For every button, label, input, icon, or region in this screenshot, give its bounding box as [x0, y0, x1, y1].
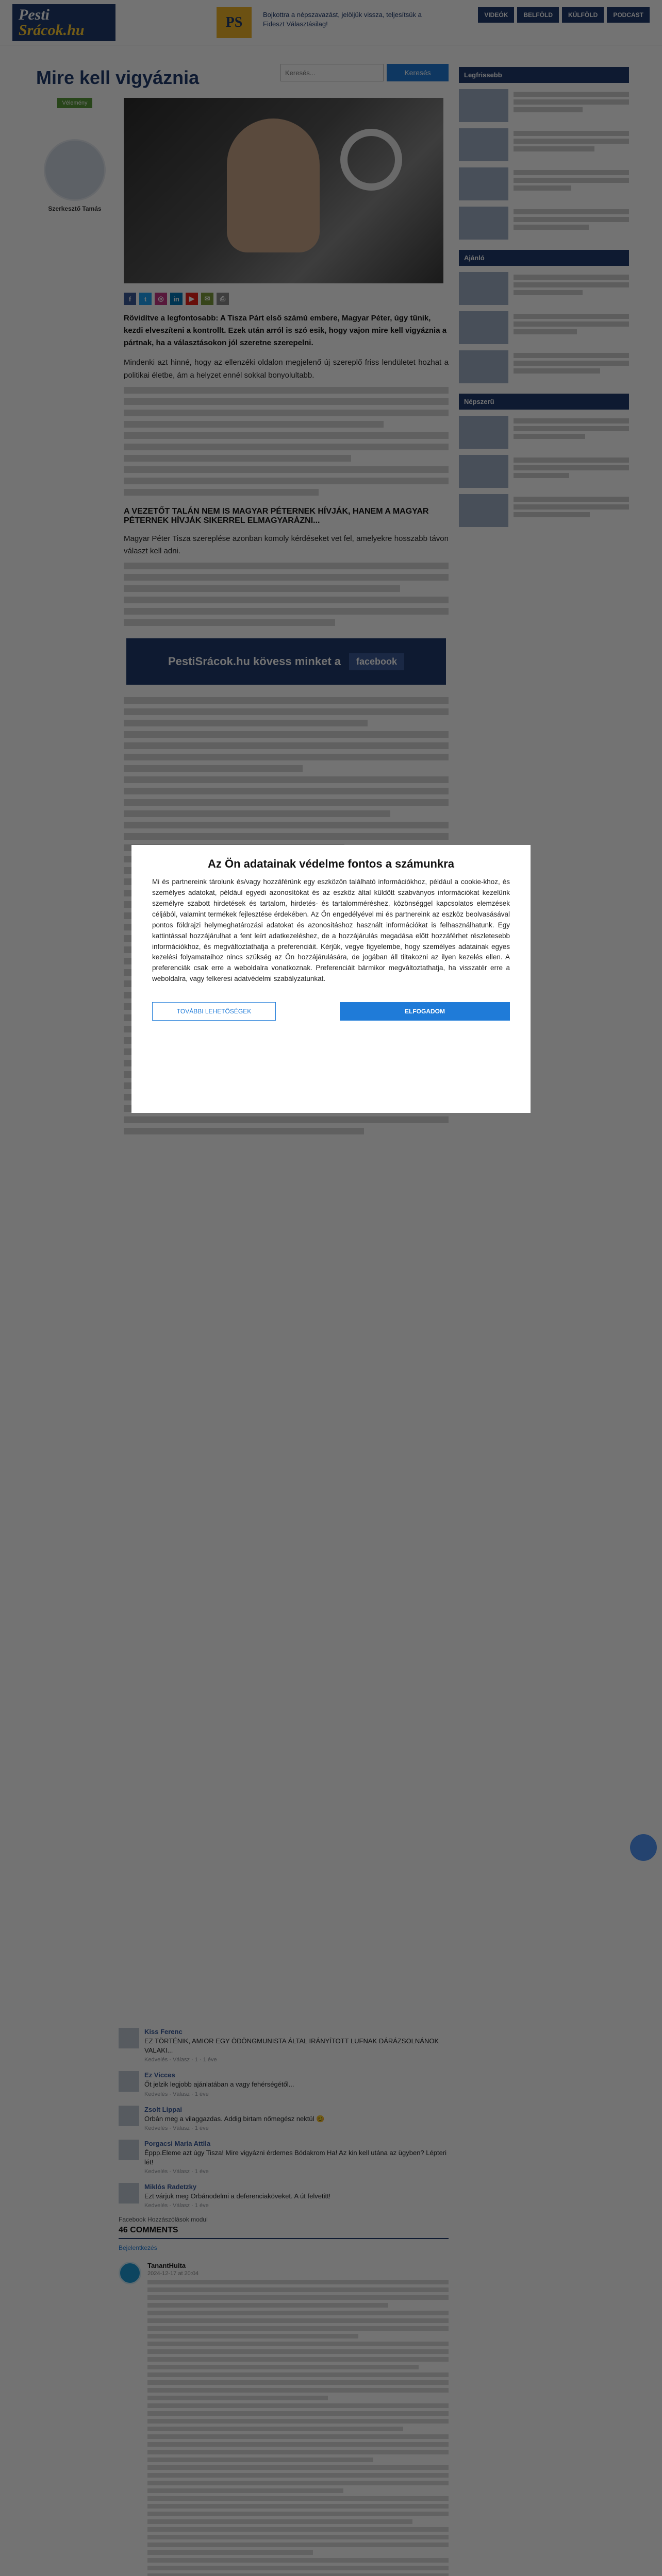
more-options-button[interactable]: TOVÁBBI LEHETŐSÉGEK	[152, 1002, 276, 1021]
consent-buttons	[152, 1002, 510, 1021]
consent-text: Mi és partnereink tárolunk és/vagy hozzáférünk egy eszközön található információkhoz, például a cookie-khoz, és személyes adatokat, például egyedi azonosítókat és az eszköz által küldött szabványos információkat kezelünk személyre szabott hirdetések és tartalom, hirdetés- és tartalomméréshez, közönséggel kapcsolatos elemzések céljából, valamint termékek fejlesztése érdekében. Az Ön engedélyével mi és partnereink az eszköz beolvasásával pontos földrajzi helymeghatározási adatokat és azonosításhoz használt információkat is felhasználhatunk. Egy kattintással hozzájárulhat a fent leírt adatkezeléshez, de a hozzájárulás megadása előtt hozzáférhet részletesebb információkhoz, és megváltoztathatja a preferenciáit. Kérjük, vegye figyelembe, hogy személyes adatainak egyes kezelési folyamataihoz nincs szükség az Ön hozzájárulására, de jogában áll tiltakozni az ilyen kezelés ellen. A preferenciák csak erre a weboldalra vonatkoznak. Preferenciáit bármikor megváltoztathatja, ha visszatér erre a weboldalra, vagy felkeresi adatvédelmi szabályzatunkat.	[152, 878, 510, 983]
consent-dialog	[131, 845, 531, 1113]
accept-button[interactable]: ELFOGADOM	[340, 1002, 510, 1021]
chat-bubble-icon[interactable]	[630, 1834, 657, 1861]
consent-title: Az Ön adatainak védelme fontos a számunkra	[207, 857, 455, 870]
